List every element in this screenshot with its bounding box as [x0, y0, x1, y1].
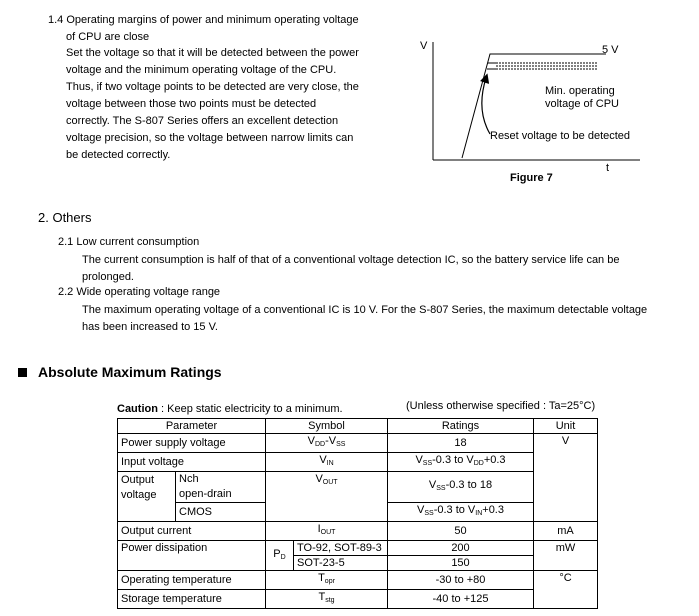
table-row: Output current $I_{OUT}$ 50 mA — [118, 522, 598, 541]
figure-7-diagram — [410, 30, 650, 190]
table-header-row: Parameter Symbol Ratings Unit — [118, 419, 598, 434]
label-5v: 5 V — [602, 44, 619, 56]
y-axis-label: V — [420, 40, 428, 52]
section-2-1-body: The current consumption is half of that of a conventional voltage detection IC, so the battery service life can be prolonged. — [82, 254, 620, 283]
label-min-operating-1: Min. operating — [545, 85, 615, 97]
table-row: SOT-23-5 150 — [118, 556, 598, 571]
section-2-2-body: The maximum operating voltage of a conventional IC is 10 V. For the S-807 Series, the maximum detectable voltage has been increased to 15 V. — [82, 304, 648, 333]
x-axis-label: t — [606, 162, 610, 174]
section-1-4-body: Set the voltage so that it will be detected between the power voltage and the minimum operating voltage of the CPU. Thus, if two voltage points to be detected are very close, the voltage between those two points must be detected correctly. The S-807 Series offers an excellent detection voltage precision, so the voltage between narrow limits can be detected correctly. — [66, 47, 359, 161]
label-reset-voltage: Reset voltage to be detected — [490, 130, 631, 142]
section-2-2-title: 2.2 Wide operating voltage range — [58, 286, 221, 298]
section-2-heading: 2. Others — [38, 210, 92, 225]
condition-note: (Unless otherwise specified : Ta=25°C) — [406, 400, 596, 412]
reset-voltage-arrow — [482, 78, 490, 134]
table-row: Output voltage Nch open-drain $V_{OUT}$ $V_{SS}-0.3$ to 18 — [118, 472, 598, 503]
caution-note: Caution : Keep static electricity to a minimum. — [117, 403, 343, 415]
section-1-4-title: 1.4 Operating margins of power and minimum operating voltage of CPU are close — [48, 14, 359, 43]
amr-section-title: Absolute Maximum Ratings — [38, 364, 222, 380]
section-2-1-title: 2.1 Low current consumption — [58, 236, 200, 248]
table-row: Storage temperature $T_{stg}$ -40 to +125 — [118, 590, 598, 609]
table-row: Power dissipation $P_D$ TO-92, SOT-89-3 200 mW — [118, 541, 598, 556]
absolute-maximum-ratings-table — [117, 418, 598, 609]
table-row: Power supply voltage $V_{DD}-V_{SS}$ 18 V — [118, 434, 598, 453]
figure-7-caption: Figure 7 — [510, 172, 553, 184]
table-row: CMOS $V_{SS}-0.3$ to $V_{IN}+0.3$ — [118, 503, 598, 522]
section-bullet — [18, 368, 27, 377]
table-row: Input voltage $V_{IN}$ $V_{SS}-0.3$ to $V_{DD}+0.3$ — [118, 453, 598, 472]
label-min-operating-2: voltage of CPU — [545, 98, 619, 110]
table-row: Operating temperature $T_{opr}$ -30 to +80 °C — [118, 571, 598, 590]
